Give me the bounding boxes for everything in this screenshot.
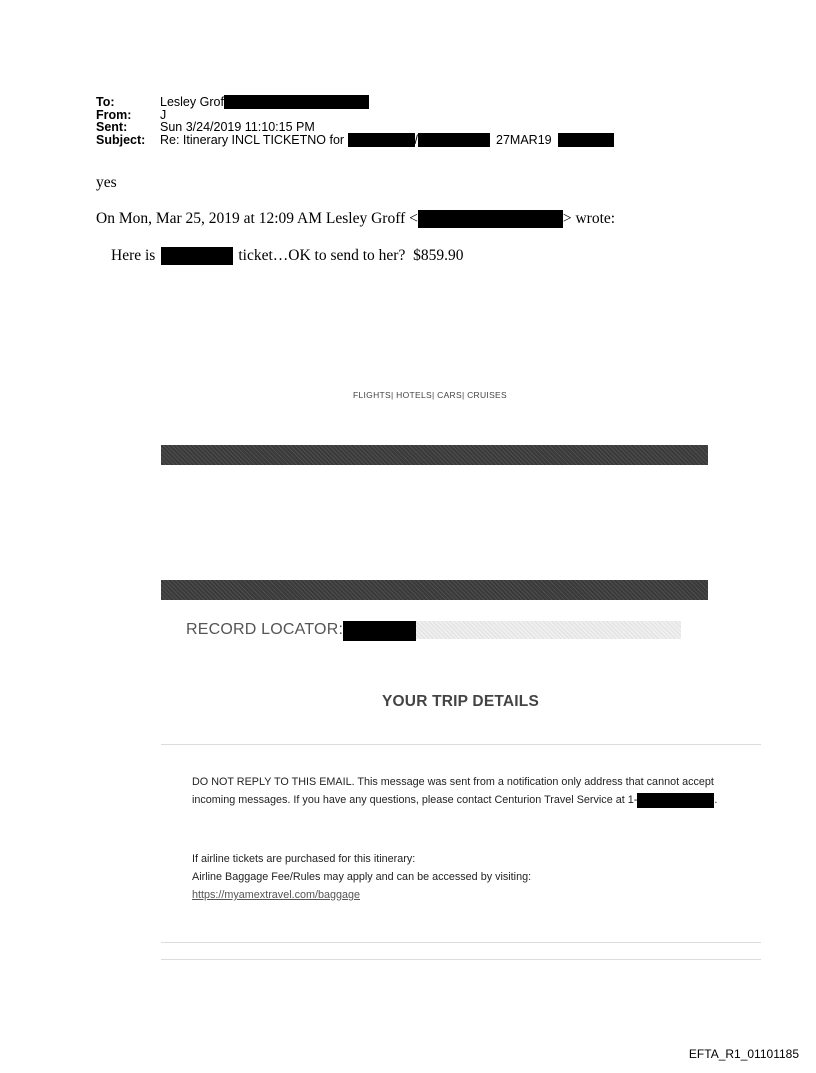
nav-links: FLIGHTS| HOTELS| CARS| CRUISES [352,390,507,400]
baggage-link[interactable]: https://myamextravel.com/baggage [192,889,361,901]
header-banner [161,445,708,465]
notice-text: DO NOT REPLY TO THIS EMAIL. This message was sent from a notification only address that cannot accept incoming messages. If you have any questions, please contact Centurion Travel Service at 1- [192,776,714,806]
divider [161,744,761,745]
email-header [96,96,614,146]
ticket-text: ticket…OK to send to her? $859.90 [238,247,464,264]
reply-text: yes [96,174,117,191]
sent-row [96,121,614,134]
subject-row [96,134,614,147]
record-locator [186,620,681,640]
subject-slash: / [414,132,419,147]
redaction-box [343,621,416,641]
record-locator-field [416,621,681,639]
ticket-line [111,247,463,265]
subject-prefix: Re: Itinerary INCL TICKETNO for [160,132,348,147]
redaction-box [224,95,369,109]
to-row [96,96,614,109]
baggage-section [192,850,722,904]
notice-end: . [714,794,718,806]
quote-intro [96,210,615,228]
redaction-box [348,133,415,147]
record-locator-label: RECORD LOCATOR: [186,621,344,638]
quote-intro-before: On Mon, Mar 25, 2019 at 12:09 AM Lesley Groff < [96,210,418,227]
from-label: From: [96,107,132,122]
baggage-line-1: If airline tickets are purchased for this itinerary: [192,853,416,865]
subject-date: 27MAR19 [496,132,552,147]
from-value: J [160,107,167,122]
redaction-box [161,247,233,265]
subject-label: Subject: [96,132,146,147]
section-banner [161,580,708,600]
redaction-box [637,793,714,808]
baggage-line-2: Airline Baggage Fee/Rules may apply and can be accessed by visiting: [192,871,532,883]
quote-intro-after: > wrote: [562,210,616,227]
to-label: To: [96,95,115,109]
redaction-box [558,133,614,147]
divider [161,942,761,943]
trip-details-heading: YOUR TRIP DETAILS [382,693,539,710]
sent-label: Sent: [96,120,128,134]
no-reply-notice [192,773,722,809]
redaction-box [418,133,490,147]
document-id: EFTA_R1_01101185 [688,1047,799,1061]
divider [161,959,761,960]
sent-value: Sun 3/24/2019 11:10:15 PM [160,120,315,134]
here-is-text: Here is [111,247,156,264]
redaction-box [418,210,563,228]
to-value: Lesley Grof [160,95,224,109]
